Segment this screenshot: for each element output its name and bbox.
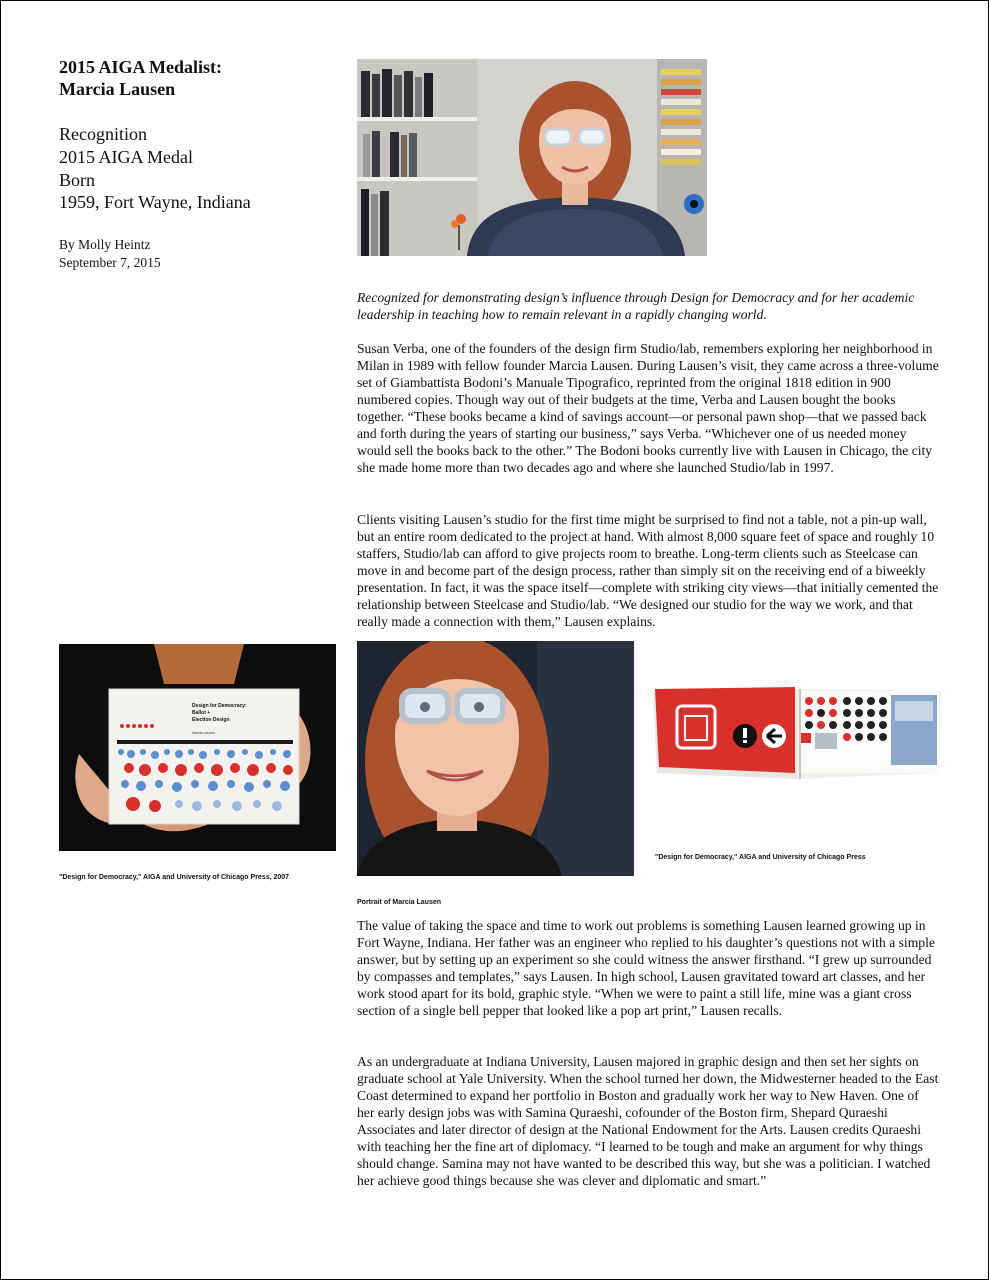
author: By Molly Heintz [59, 237, 151, 252]
title-line-1: 2015 AIGA Medalist: [59, 57, 223, 77]
office-portrait-photo [357, 59, 707, 256]
book-title-line-2: Ballot + [192, 710, 211, 716]
book-author: Marcia Lausen [192, 731, 215, 735]
recognition-label: Recognition [59, 124, 147, 144]
article-title [59, 56, 339, 100]
book-title-line-1: Design for Democracy: [192, 703, 247, 709]
paragraph-3: The value of taking the space and time to work out problems is something Lausen learned growing up in Fort Wayne, Indiana. Her father was an engineer who replied to his daughter’s questions not with a simple answer, but by setting up an experiment so she could witness the answer firsthand. “I grew up surrounded by compasses and templates,” says Lausen. In high school, Lausen gravitated toward art classes, and her work stood apart for its bold, graphic style. “When we were to paint a still life, mine was a giant cross section of a single bell pepper that looked like a pop art print,” Lausen recalls. [357, 918, 935, 1018]
born-label: Born [59, 169, 95, 190]
book-cover-photo [59, 644, 336, 851]
article-intro: Recognized for demonstrating design’s influence through Design for Democracy and for her academic leadership in teaching how to remain relevant in a rapidly changing world. [357, 290, 915, 322]
paragraph-1: Susan Verba, one of the founders of the design firm Studio/lab, remembers exploring her neighborhood in Milan in 1989 with fellow founder Marcia Lausen. During Lausen’s visit, they came across a three-volume set of Giambattista Bodoni’s Manuale Tipografico, reprinted from the original 1818 edition in 900 numbered copies. Though way out of their budgets at the time, Verba and Lausen bought the books together. “These books became a kind of savings account—or personal pawn shop—that we passed back and forth during the years of starting our business,” says Verba. “Whichever one of us needed money would sell the books back to the other.” The Bodoni books currently live with Lausen in Chicago, the city she made home more than two decades ago and where she launched Studio/lab in 1997. [357, 341, 939, 475]
recognition-value: 2015 AIGA Medal [59, 146, 193, 167]
born-value: 1959, Fort Wayne, Indiana [59, 192, 251, 213]
close-portrait-photo [357, 641, 634, 876]
book-spread-photo [649, 661, 945, 801]
portrait-caption: Portrait of Marcia Lausen [357, 899, 442, 906]
title-line-2: Marcia Lausen [59, 79, 176, 99]
book-title-line-3: Election Design [192, 717, 230, 723]
book-caption: "Design for Democracy," AIGA and University of Chicago Press, 2007 [59, 874, 290, 881]
paragraph-4: As an undergraduate at Indiana University, Lausen majored in graphic design and then set her sights on graduate school at Yale University. When the school turned her down, the Midwesterner headed to the East Coast determined to expand her portfolio in Boston and gradually work her way to New Haven. One of her early design jobs was with Samina Quraeshi, cofounder of the Boston firm, Shepard Quraeshi Associates and later director of design at the National Endowment for the Arts. Lausen credits Quraeshi with teaching her the fine art of diplomacy. “I learned to be tough and make an argument for why things should change. Samina may not have wanted to be described this way, but she was a politician. I watched her achieve good things because she was clever and diplomatic and smart.” [357, 1054, 939, 1188]
publish-date: September 7, 2015 [59, 255, 161, 270]
byline [59, 236, 339, 272]
article-meta [59, 123, 339, 214]
paragraph-2: Clients visiting Lausen’s studio for the first time might be surprised to find not a table, not a pin-up wall, but an entire room dedicated to the project at hand. With almost 8,000 square feet of space and roughly 10 staffers, Studio/lab can afford to give projects room to breathe. Long-term clients such as Steelcase can move in and become part of the design process, rather than simply sit on the receiving end of a biweekly presentation. In fact, it was the space itself—complete with striking city views—that initially cemented the relationship between Steelcase and Studio/lab. “We designed our studio for the way we work, and that really made a connection with them,” Lausen explains. [357, 512, 939, 629]
spread-caption: "Design for Democracy," AIGA and University of Chicago Press [655, 854, 866, 861]
